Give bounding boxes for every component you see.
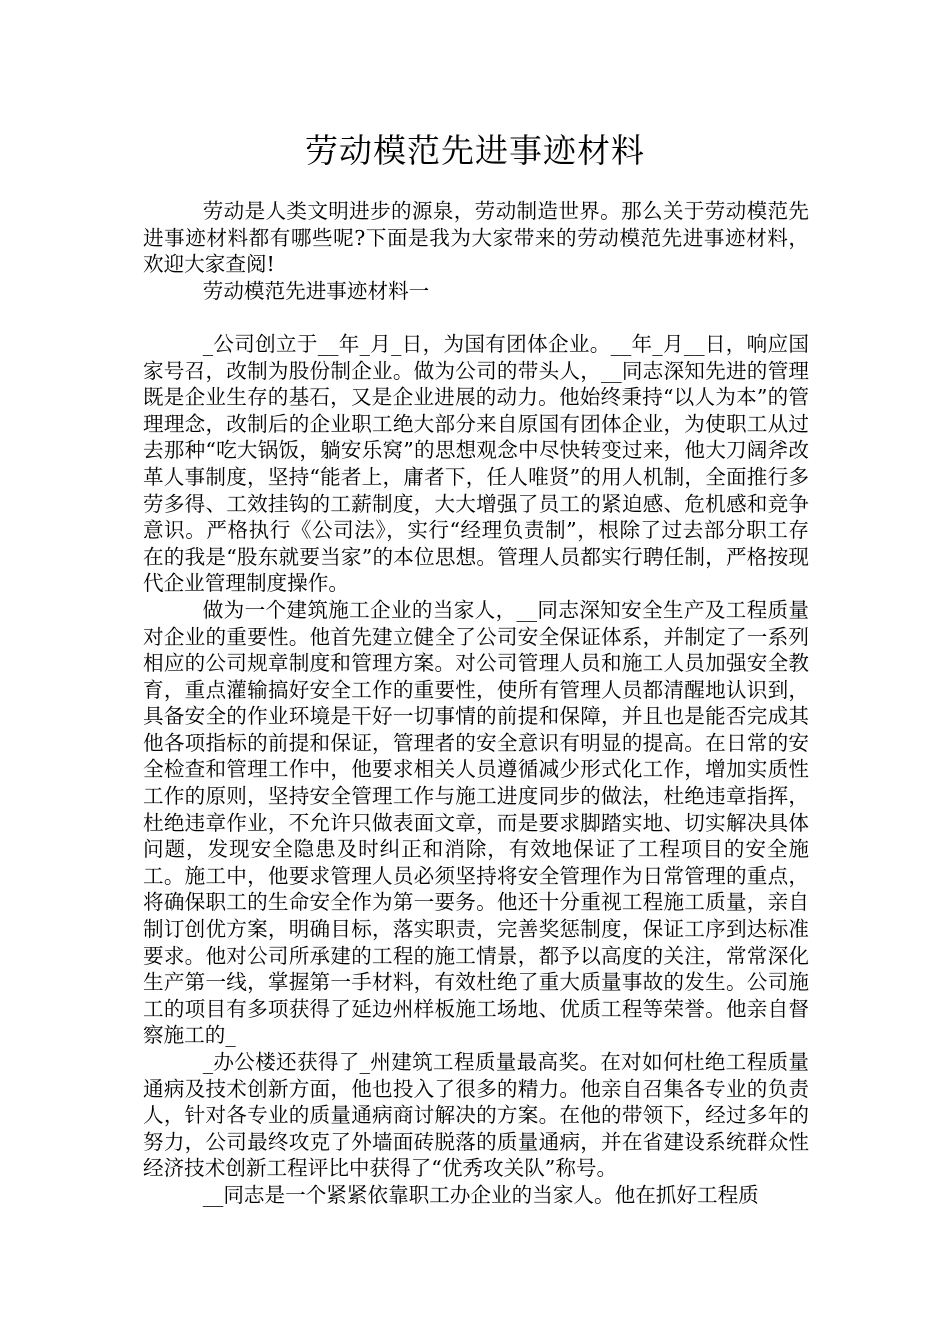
- body-paragraph: 做为一个建筑施工企业的当家人，__同志深知安全生产及工程质量对企业的重要性。他首先建立健全了公司安全保证体系，并制定了一系列相应的公司规章制度和管理方案。对公司管理人员和施工人员加强安全教育，重点灌输搞好安全工作的重要性，使所有管理人员都清醒地认识到，具备安全的作业环境是干好一切事情的前提和保障，并且也是能否完成其他各项指标的前提和保证，管理者的安全意识有明显的提高。在日常的安全检查和管理工作中，他要求相关人员遵循减少形式化工作，增加实质性工作的原则，坚持安全管理工作与施工进度同步的做法，杜绝违章指挥，杜绝违章作业，不允许只做表面文章，而是要求脚踏实地、切实解决具体问题，发现安全隐患及时纠正和消除，有效地保证了工程项目的安全施工。施工中，他要求管理人员必须坚持将安全管理作为日常管理的重点，将确保职工的生命安全作为第一要务。他还十分重视工程施工质量，亲自制订创优方案，明确目标，落实职责，完善奖惩制度，保证工序到达标准要求。他对公司所承建的工程的施工情景，都予以高度的关注，常常深化生产第一线，掌握第一手材料，有效杜绝了重大质量事故的发生。公司施工的项目有多项获得了延边州样板施工场地、优质工程等荣誉。他亲自督察施工的_: [143, 597, 809, 1048]
- body-paragraph: __同志是一个紧紧依靠职工办企业的当家人。他在抓好工程质: [202, 1182, 759, 1207]
- body-paragraph: _办公楼还获得了_州建筑工程质量最高奖。在对如何杜绝工程质量通病及技术创新方面，他也投入了很多的精力。他亲自召集各专业的负责人，针对各专业的质量通病商讨解决的方案。在他的带领下，经过多年的努力，公司最终攻克了外墙面砖脱落的质量通病，并在省建设系统群众性经济技术创新工程评比中获得了“优秀攻关队”称号。: [143, 1050, 809, 1181]
- intro-paragraph: 劳动是人类文明进步的源泉，劳动制造世界。那么关于劳动模范先进事迹材料都有哪些呢?下面是我为大家带来的劳动模范先进事迹材料，欢迎大家查阅!: [143, 199, 809, 277]
- document-body: [143, 198, 809, 1209]
- body-paragraph: _公司创立于__年_月_日，为国有团体企业。__年_月__日，响应国家号召，改制为股份制企业。做为公司的带头人，__同志深知先进的管理既是企业生存的基石，又是企业进展的动力。他始终秉持“以人为本”的管理理念，改制后的企业职工绝大部分来自原国有团体企业，为使职工从过去那种“吃大锅饭，躺安乐窝”的思想观念中尽快转变过来，他大刀阔斧改革人事制度，坚持“能者上，庸者下，任人唯贤”的用人机制，全面推行多劳多得、工效挂钩的工薪制度，大大增强了员工的紧迫感、危机感和竞争意识。严格执行《公司法》，实行“经理负责制”，根除了过去部分职工存在的我是“股东就要当家”的本位思想。管理人员都实行聘任制，严格按现代企业管理制度操作。: [143, 331, 809, 596]
- blank-line: [143, 304, 809, 331]
- section-heading: 劳动模范先进事迹材料一: [202, 278, 430, 303]
- document-title: 劳动模范先进事迹材料: [305, 131, 645, 170]
